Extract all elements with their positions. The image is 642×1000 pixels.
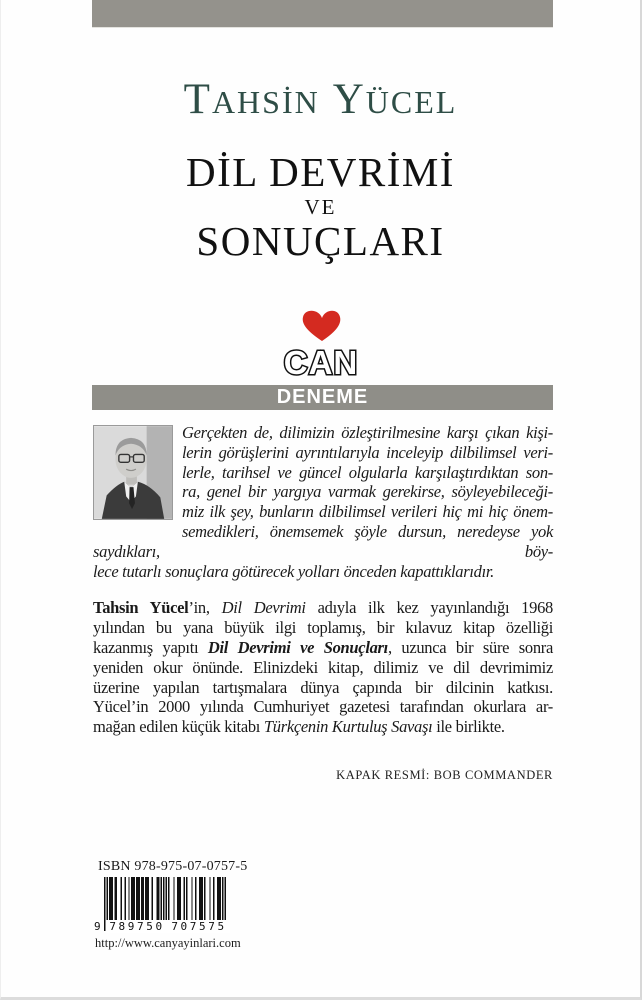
isbn-label: ISBN 978-975-07-0757-5 bbox=[98, 859, 248, 874]
text-line: mağan edilen küçük kitabı Türkçenin Kurtuluş Savaşı ile birlikte. bbox=[93, 717, 505, 737]
book-title bbox=[1, 149, 640, 264]
barcode-digit-group: 789750 bbox=[106, 920, 168, 933]
text-line: Gerçekten de, dilimizin özleştirilmesine karşı çıkan kişi- bbox=[182, 423, 553, 442]
author-photo-image bbox=[94, 426, 172, 519]
author-name bbox=[1, 78, 640, 121]
author-photo bbox=[93, 425, 173, 520]
barcode-lead-digit: 9 bbox=[94, 920, 101, 933]
text-line: semedikleri, önemsemek şöyle dursun, neredeyse yok saydıkları, böy- bbox=[93, 521, 553, 561]
author-name-part: Y bbox=[332, 76, 366, 123]
text-line: ra, genel bir yargıya varmak gerekirse, söyleyebileceği- bbox=[182, 482, 553, 502]
category-label: DENEME bbox=[276, 386, 369, 408]
author-name-part: T bbox=[183, 76, 212, 123]
text-line: lerle, tarihsel ve güncel olgularla karşılaştırdıktan son- bbox=[182, 462, 553, 482]
text-line: Tahsin Yücel’in, Dil Devrimi adıyla ilk kez yayınlandığı 1968 bbox=[93, 598, 553, 618]
author-name-part: ÜCEL bbox=[365, 84, 458, 120]
author-name-part: AHSİN bbox=[211, 84, 320, 120]
title-line-1: DİL DEVRİMİ bbox=[186, 149, 455, 195]
text-line: miz ilk şey, bunların dilbilimsel verileri hiç mi hiç önem- bbox=[182, 502, 553, 522]
text-line: lece tutarlı sonuçlara götürecek yolları önceden kapattıklarıdır. bbox=[93, 561, 495, 581]
back-cover-text bbox=[93, 423, 553, 783]
isbn-block bbox=[95, 859, 255, 951]
top-border-bar bbox=[92, 0, 553, 28]
category-bar bbox=[92, 385, 553, 410]
barcode-digits bbox=[94, 920, 230, 933]
text-line: yeniden okur önünde. Elinizdeki kitap, dilimiz ve dil devrimimiz bbox=[93, 657, 553, 677]
blurb-paragraph bbox=[93, 598, 553, 737]
barcode-wrap bbox=[94, 877, 227, 933]
title-line-3: SONUÇLARI bbox=[196, 218, 445, 264]
publisher-logo bbox=[1, 306, 640, 389]
text-line: Yücel’in 2000 yılında Cumhuriyet gazetesi tarafından okurlara ar- bbox=[93, 697, 553, 717]
barcode-digit-group: 707575 bbox=[168, 920, 230, 933]
text-line: lerin görüşlerini ayrıntılarıyla inceleyip dilbilimsel veri- bbox=[182, 442, 553, 462]
text-line: kazanmış yapıtı Dil Devrimi ve Sonuçları, uzunca bir süre sonra bbox=[93, 637, 553, 657]
heart-icon bbox=[302, 311, 340, 341]
publisher-logo-graphic bbox=[246, 306, 396, 384]
text-line: yılından bu yana büyük ilgi toplamış, bir kılavuz kitap özelliği bbox=[93, 618, 553, 638]
website-url: http://www.canyayinlari.com bbox=[95, 936, 241, 950]
cover-credit: KAPAK RESMİ: BOB COMMANDER bbox=[336, 767, 553, 782]
title-line-2: VE bbox=[304, 195, 337, 219]
text-line: üzerine yapılan tartışmalara dünya çapında bir dilcinin katkısı. bbox=[93, 677, 553, 697]
publisher-logo-text: CAN bbox=[283, 344, 358, 381]
